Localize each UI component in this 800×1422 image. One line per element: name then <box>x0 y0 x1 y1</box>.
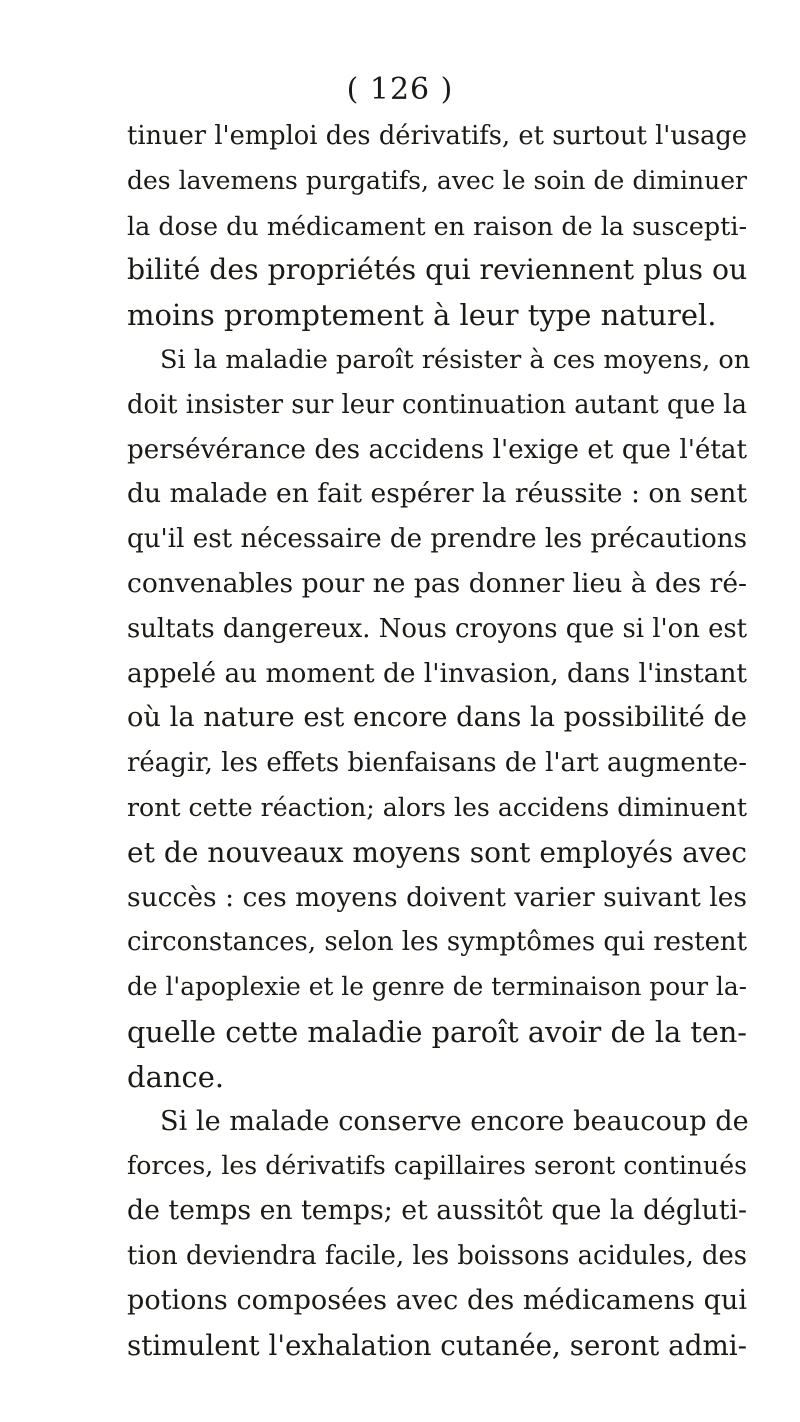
text-line: réagir, les effets bienfaisans de l'art augmente- <box>127 748 747 779</box>
text-line: dance. <box>127 1059 225 1094</box>
text-line: qu'il est nécessaire de prendre les précautions <box>127 524 747 555</box>
text-line: circonstances, selon les symptômes qui restent <box>127 927 747 958</box>
page-number: ( 126 ) <box>346 72 454 107</box>
text-line: la dose du médicament en raison de la suscepti- <box>127 210 748 241</box>
text-line: et de nouveaux moyens sont employés avec <box>127 835 747 869</box>
text-line: persévérance des accidens l'exige et que l'état <box>127 434 747 465</box>
text-line: quelle cette maladie paroît avoir de la ten- <box>127 1014 747 1049</box>
text-line: bilité des propriétés qui reviennent plus ou <box>127 253 748 287</box>
text-line: Si la maladie paroît résister à ces moyens, on <box>160 344 751 375</box>
text-line: de l'apoplexie et le genre de terminaison pour la- <box>127 972 747 1002</box>
text-line: appelé au moment de l'invasion, dans l'instant <box>127 658 748 689</box>
text-line: sultats dangereux. Nous croyons que si l'on est <box>127 613 748 644</box>
body-text <box>127 114 751 1368</box>
text-line: de temps en temps; et aussitôt que la dégluti- <box>127 1195 747 1227</box>
text-line: doit insister sur leur continuation autant que la <box>127 389 747 420</box>
text-line: forces, les dérivatifs capillaires seront continués <box>127 1151 747 1181</box>
text-line: potions composées avec des médicamens qui <box>127 1284 747 1316</box>
text-line: tion deviendra facile, les boissons acidules, des <box>127 1240 747 1271</box>
text-line: Si le malade conserve encore beaucoup de <box>160 1105 749 1137</box>
text-line: succès : ces moyens doivent varier suivant les <box>127 881 747 913</box>
text-line: des lavemens purgatifs, avec le soin de diminuer <box>127 165 747 195</box>
text-line: convenables pour ne pas donner lieu à des ré- <box>127 567 747 599</box>
text-line: ront cette réaction; alors les accidens diminuent <box>127 792 747 822</box>
text-line: stimulent l'exhalation cutanée, seront admi- <box>127 1328 747 1362</box>
text-line: où la nature est encore dans la possibilité de <box>127 702 747 734</box>
text-line: tinuer l'emploi des dérivatifs, et surtout l'usage <box>127 121 747 151</box>
text-line: moins promptement à leur type naturel. <box>127 298 717 333</box>
text-line: du malade en fait espérer la réussite : on sent <box>127 478 747 510</box>
